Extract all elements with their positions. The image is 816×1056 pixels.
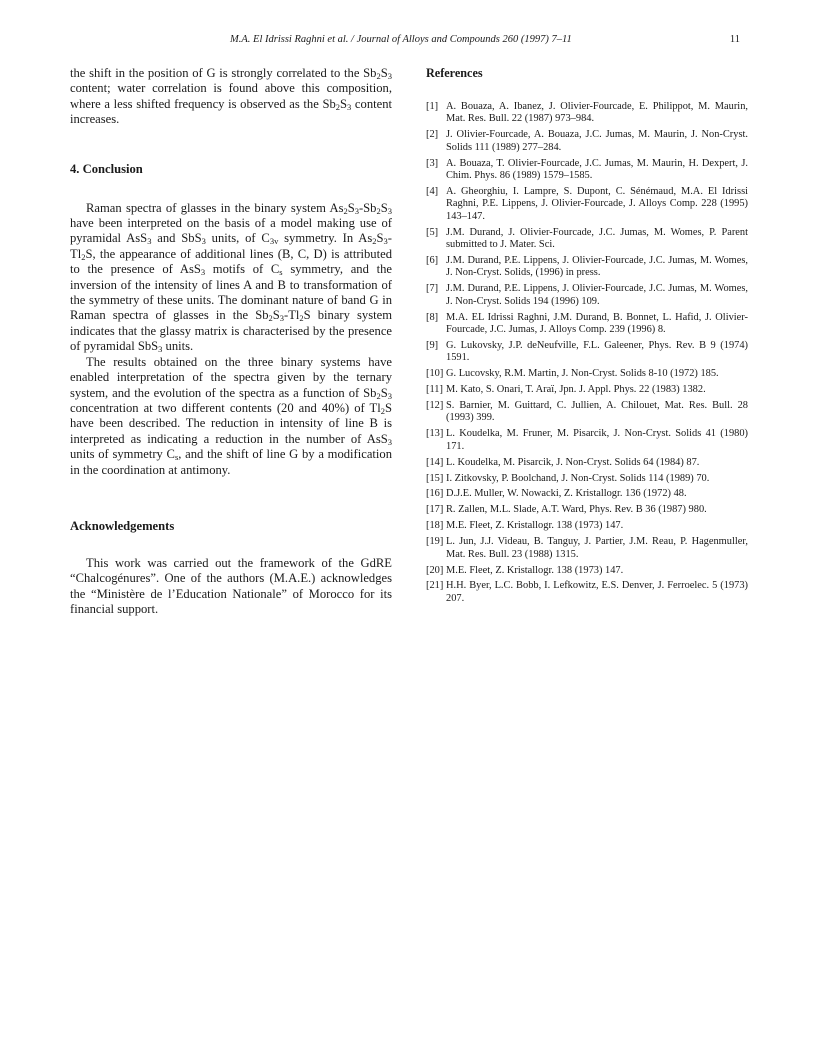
reference-number: [8] xyxy=(426,311,439,323)
reference-text: A. Bouaza, A. Ibanez, J. Olivier-Fourcade, E. Philippot, M. Maurin, Mat. Res. Bull. 22 (1987) 973–984. xyxy=(446,101,748,125)
reference-text: M.A. EL Idrissi Raghni, J.M. Durand, B. Bonnet, L. Hafid, J. Olivier-Fourcade, J.C. Jumas, J. Alloys Comp. 239 (1996) 8. xyxy=(446,311,748,335)
reference-text: J. Olivier-Fourcade, A. Bouaza, J.C. Jumas, M. Maurin, J. Non-Cryst. Solids 111 (1989) 277–284. xyxy=(446,129,748,153)
reference-item xyxy=(426,101,748,126)
reference-text: A. Gheorghiu, I. Lampre, S. Dupont, C. Sénémaud, M.A. El Idrissi Raghni, P.E. Lippens, J. Olivier-Fourcade, J. Alloys Comp. 228 (1995) 143–147. xyxy=(446,185,748,222)
reference-number: [9] xyxy=(426,339,439,351)
conclusion-paragraph-1: Raman spectra of glasses in the binary system $As_2S_3-Sb_2S_3$ have been interpreted on the basis of a model making use of pyramidal AsS$_3$ and SbS$_3$ units, of $C_{3v}$ symmetry. In $As_2S_3-Tl_2S$, the appearance of additional lines (B, C, D) is attributed to the presence of AsS$_3$ motifs of $C_s$ symmetry, and the inversion of the intensity of lines A and B to transformation of the symmetry of these units. The dominant nature of band G in Raman spectra of glasses in the $Sb_2S_3-Tl_2S$ binary system indicates that the glassy matrix is characterised by the presence of pyramidal SbS$_3$ units. xyxy=(70,200,392,355)
reference-item xyxy=(426,340,748,365)
reference-text: J.M. Durand, P.E. Lippens, J. Olivier-Fourcade, J.C. Jumas, M. Womes, J. Non-Cryst. Solids, (1996) in press. xyxy=(446,254,748,279)
reference-text: J.M. Durand, J. Olivier-Fourcade, J.C. Jumas, M. Womes, P. Parent submitted to J. Mater. Sci. xyxy=(446,226,748,251)
reference-number: [6] xyxy=(426,254,439,266)
conclusion-heading: 4. Conclusion xyxy=(70,161,143,176)
reference-number: [13] xyxy=(426,428,444,440)
reference-number: [14] xyxy=(426,456,444,468)
reference-item xyxy=(426,158,748,183)
reference-item xyxy=(426,428,748,453)
reference-number: [11] xyxy=(426,384,443,396)
reference-text: I. Zitkovsky, P. Boolchand, J. Non-Cryst. Solids 114 (1989) 70. xyxy=(446,472,710,484)
reference-item xyxy=(426,255,748,280)
intro-paragraph: the shift in the position of G is strongly correlated to the $Sb_2S_3$ content; water correlation is found above this composition, where a less shifted frequency is observed as the $Sb_2S_3$ content increases. xyxy=(70,66,392,127)
left-column xyxy=(70,66,392,618)
reference-number: [12] xyxy=(426,400,444,412)
reference-number: [18] xyxy=(426,520,444,532)
reference-text: A. Bouaza, T. Olivier-Fourcade, J.C. Jumas, M. Maurin, H. Dexpert, J. Chim. Phys. 86 (1989) 1579–1585. xyxy=(446,157,748,182)
reference-item xyxy=(426,580,748,605)
page-number: 11 xyxy=(729,34,740,45)
reference-number: [17] xyxy=(426,504,444,516)
reference-item xyxy=(426,400,748,425)
reference-item xyxy=(426,283,748,308)
reference-text: L. Koudelka, M. Fruner, M. Pisarcik, J. Non-Cryst. Solids 41 (1980) 171. xyxy=(446,428,748,452)
reference-text: J.M. Durand, P.E. Lippens, J. Olivier-Fourcade, J.C. Jumas, M. Womes, J. Non-Cryst. Solids 194 (1996) 109. xyxy=(446,283,748,307)
running-header xyxy=(70,34,746,50)
reference-item xyxy=(426,368,748,380)
reference-item xyxy=(426,227,748,252)
acknowledgements-paragraph: This work was carried out the framework of the GdRE “Chalcogénures”. One of the authors (M.A.E.) acknowledges the “Ministère de l’Education Nationale” of Morocco for its financial support. xyxy=(70,555,392,617)
reference-number: [1] xyxy=(426,101,439,112)
reference-number: [19] xyxy=(426,536,444,548)
reference-text: R. Zallen, M.L. Slade, A.T. Ward, Phys. Rev. B 36 (1987) 980. xyxy=(446,504,707,516)
reference-text: D.J.E. Muller, W. Nowacki, Z. Kristallogr. 136 (1972) 48. xyxy=(446,488,687,500)
reference-item xyxy=(426,536,748,561)
reference-text: L. Koudelka, M. Pisarcik, J. Non-Cryst. Solids 64 (1984) 87. xyxy=(446,456,700,468)
references-heading: References xyxy=(426,66,483,80)
reference-item xyxy=(426,129,748,154)
reference-text: S. Barnier, M. Guittard, C. Jullien, A. Chilouet, Mat. Res. Bull. 28 (1993) 399. xyxy=(446,400,748,424)
reference-text: L. Jun, J.J. Videau, B. Tanguy, J. Partier, J.M. Reau, P. Hagenmuller, Mat. Res. Bull. 23 (1988) 1315. xyxy=(446,536,748,560)
conclusion-paragraph-2: The results obtained on the three binary systems have enabled interpretation of the spectra given by the ternary system, and the evolution of the spectra as a function of $Sb_2S_3$ concentration at two different contents (20 and 40%) of $Tl_2S$ have been described. The reduction in intensity of line B is interpreted as indicating a reduction in the number of AsS$_3$ units of symmetry $C_s$, and the shift of line G by a modification in the coordination at antimony. xyxy=(70,354,393,477)
reference-item xyxy=(426,504,748,516)
reference-item xyxy=(426,473,748,485)
reference-item xyxy=(426,520,748,532)
references-list xyxy=(426,101,748,605)
running-title: M.A. El Idrissi Raghni et al. / Journal of Alloys and Compounds 260 (1997) 7–11 xyxy=(230,34,572,45)
reference-item xyxy=(426,186,748,223)
reference-item xyxy=(426,312,748,337)
reference-text: M. Kato, S. Onari, T. Araï, Jpn. J. Appl. Phys. 22 (1983) 1382. xyxy=(446,384,706,396)
reference-number: [2] xyxy=(426,129,439,141)
reference-number: [20] xyxy=(426,564,444,576)
reference-number: [3] xyxy=(426,157,439,169)
reference-text: G. Lucovsky, R.M. Martin, J. Non-Cryst. Solids 8-10 (1972) 185. xyxy=(446,368,719,380)
reference-item xyxy=(426,488,748,500)
reference-number: [10] xyxy=(426,368,444,380)
acknowledgements-heading: Acknowledgements xyxy=(70,518,175,533)
right-column xyxy=(426,66,748,609)
reference-number: [5] xyxy=(426,226,439,238)
reference-number: [15] xyxy=(426,472,444,484)
reference-number: [16] xyxy=(426,488,444,500)
reference-number: [7] xyxy=(426,283,439,295)
reference-number: [4] xyxy=(426,185,439,197)
reference-text: M.E. Fleet, Z. Kristallogr. 138 (1973) 147. xyxy=(446,564,624,576)
reference-item xyxy=(426,384,748,396)
reference-text: M.E. Fleet, Z. Kristallogr. 138 (1973) 147. xyxy=(446,520,624,532)
reference-number: [21] xyxy=(426,580,444,592)
reference-item xyxy=(426,565,748,577)
reference-text: H.H. Byer, L.C. Bobb, I. Lefkowitz, E.S. Denver, J. Ferroelec. 5 (1973) 207. xyxy=(446,580,748,604)
reference-item xyxy=(426,457,748,469)
reference-text: G. Lukovsky, J.P. deNeufville, F.L. Galeener, Phys. Rev. B 9 (1974) 1591. xyxy=(446,339,748,364)
